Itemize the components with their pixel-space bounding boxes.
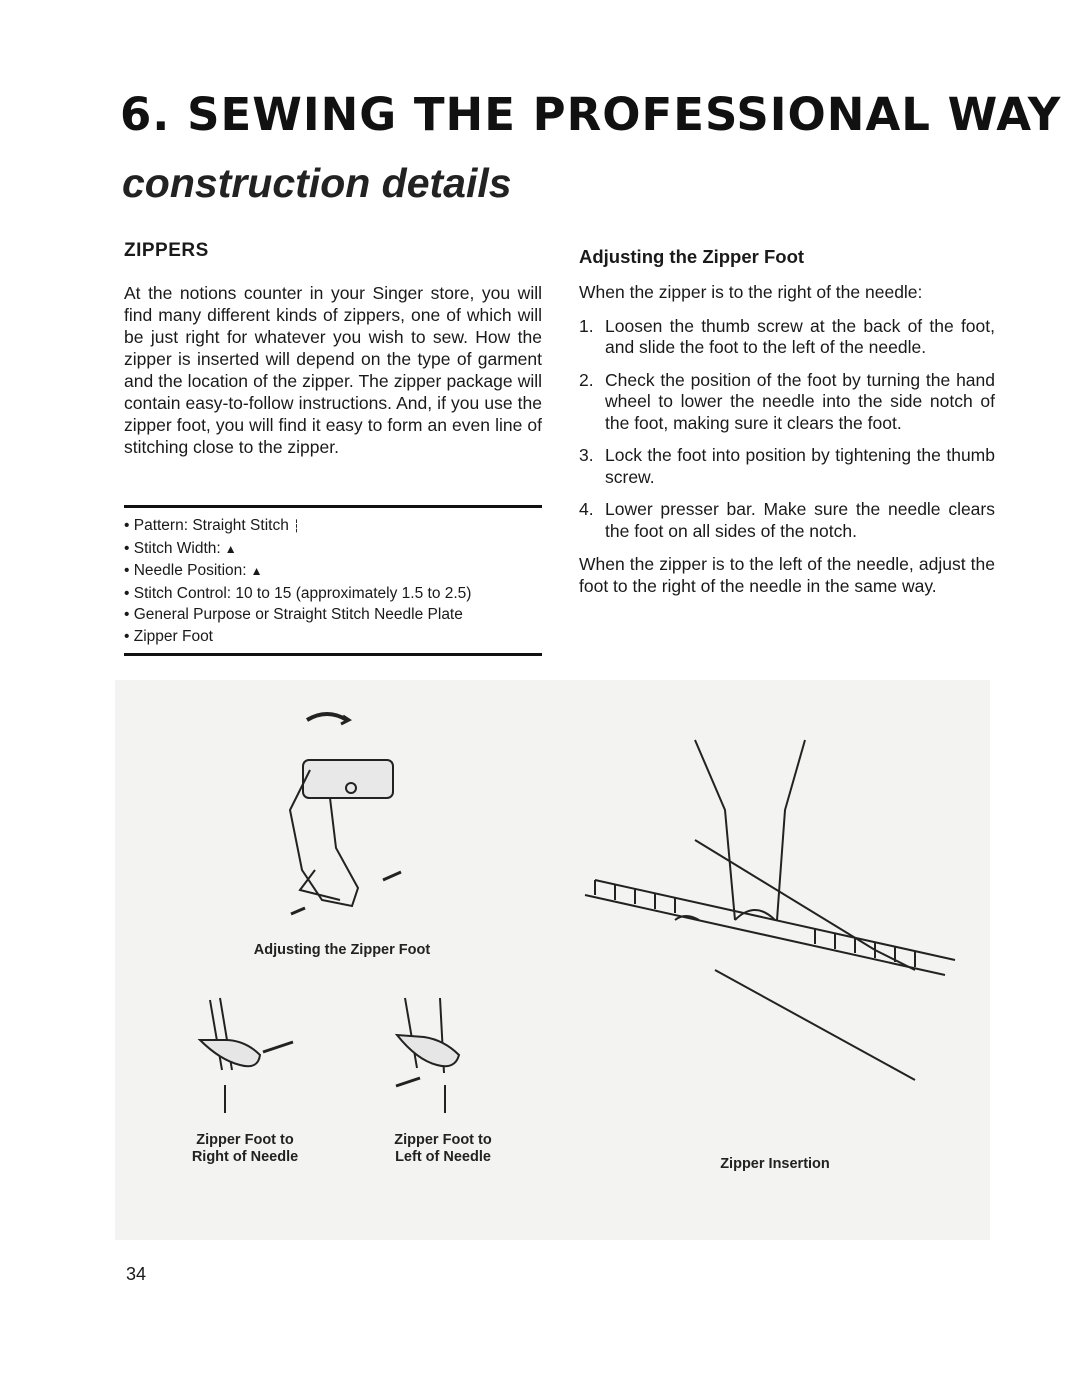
zippers-paragraph: At the notions counter in your Singer store, you will find many different kinds of zippers, one of which will be just right for whatever you wish to sew. How the zipper is inserted will depend on the type of garment and the location of the zipper. The zipper package will contain easy-to-follow instructions. And, if you use the zipper foot, you will find it easy to form an even line of stitching close to the zipper.	[124, 283, 542, 457]
illustration-panel	[115, 680, 990, 1240]
zipper-insertion-drawing	[585, 740, 955, 1080]
foot-right-drawing	[200, 998, 293, 1113]
adjusting-steps	[579, 316, 995, 543]
adjusting-closing: When the zipper is to the left of the needle, adjust the foot to the right of the needle in the same way.	[579, 554, 995, 596]
page-number: 34	[126, 1264, 147, 1284]
step-item: 2. Check the position of the foot by turning the hand wheel to lower the needle into the side notch of the foot, making sure it clears the foot.	[579, 369, 995, 433]
zipper-foot-drawing	[290, 714, 401, 914]
settings-list	[124, 515, 544, 647]
foot-left-drawing	[396, 998, 459, 1113]
setting-needle-position: • Needle Position: ▲	[124, 560, 544, 583]
needle-position-icon: ▲	[250, 564, 263, 578]
caption-foot-left: Zipper Foot to Left of Needle	[394, 1132, 492, 1165]
settings-rule-bottom	[124, 653, 542, 656]
caption-zipper-insertion: Zipper Insertion	[720, 1156, 830, 1172]
adjusting-section	[579, 282, 995, 609]
setting-foot: • Zipper Foot	[124, 626, 544, 648]
setting-stitch-control: • Stitch Control: 10 to 15 (approximately 1.5 to 2.5)	[124, 583, 544, 605]
straight-stitch-icon: ┆	[292, 519, 301, 533]
stitch-width-icon: ▲	[224, 541, 237, 556]
step-item: 4. Lower presser bar. Make sure the needle clears the foot on all sides of the notch.	[579, 499, 995, 541]
setting-pattern: • Pattern: Straight Stitch ┆	[124, 515, 544, 538]
settings-rule-top	[124, 505, 542, 508]
page-subtitle: construction details	[122, 160, 512, 206]
setting-stitch-width: • Stitch Width: ▲	[124, 538, 544, 561]
caption-adjusting-foot: Adjusting the Zipper Foot	[253, 942, 431, 958]
adjusting-heading: Adjusting the Zipper Foot	[579, 246, 805, 267]
step-item: 1. Loosen the thumb screw at the back of the foot, and slide the foot to the left of the needle.	[579, 315, 995, 357]
zippers-heading: ZIPPERS	[124, 240, 209, 261]
adjusting-intro: When the zipper is to the right of the needle:	[579, 282, 923, 302]
caption-foot-right: Zipper Foot to Right of Needle	[191, 1132, 299, 1165]
step-item: 3. Lock the foot into position by tightening the thumb screw.	[579, 445, 995, 487]
page-title: 6. SEWING THE PROFESSIONAL WAY	[120, 88, 1062, 141]
setting-needle-plate: • General Purpose or Straight Stitch Needle Plate	[124, 604, 544, 626]
